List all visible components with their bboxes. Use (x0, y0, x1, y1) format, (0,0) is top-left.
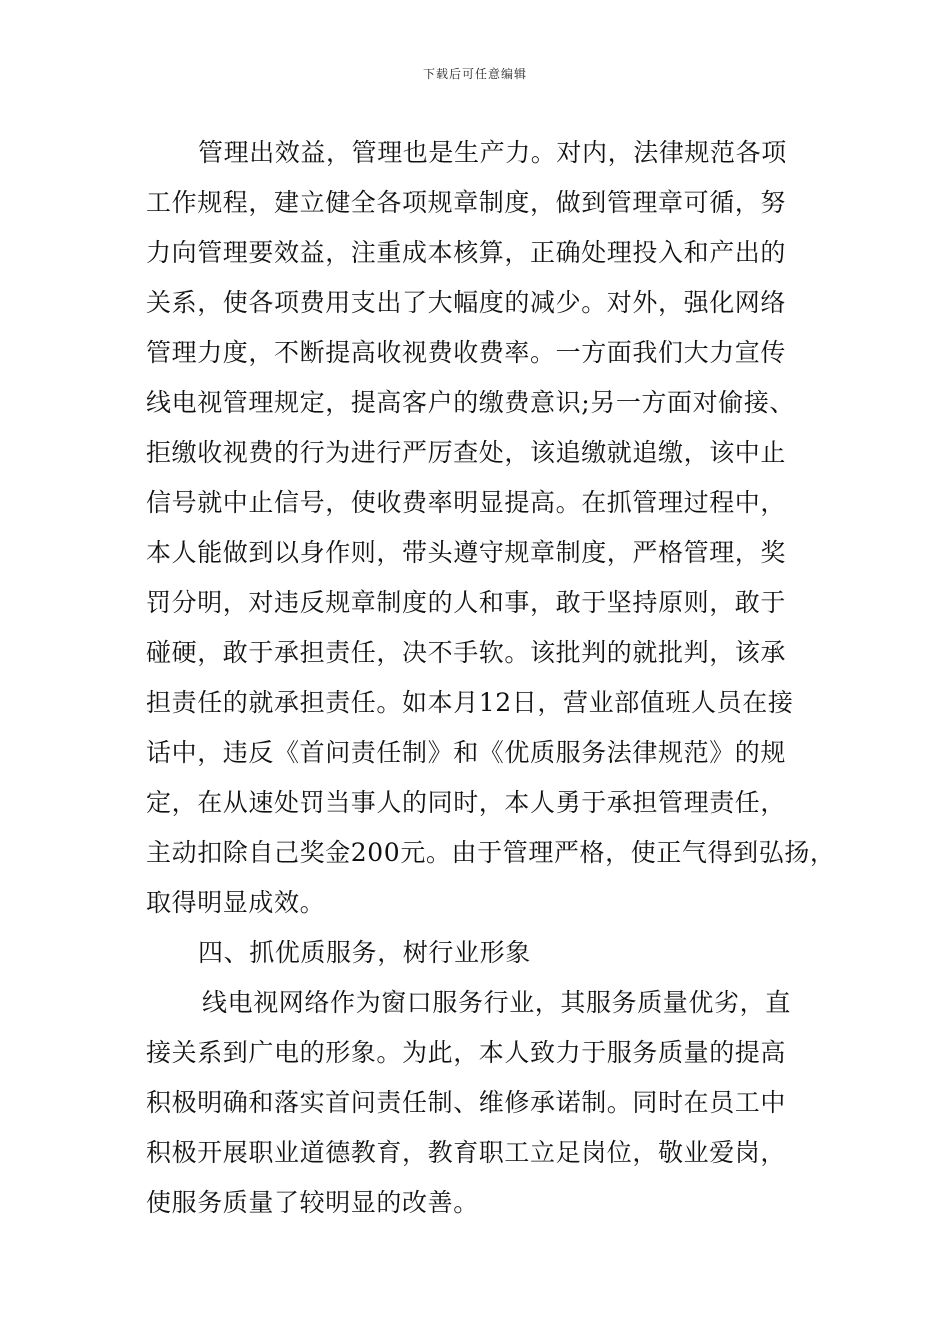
paragraph-line: 拒缴收视费的行为进行严厉查处，该追缴就追缴，该中止 (146, 438, 787, 467)
paragraph-line: 使服务质量了较明显的改善。 (146, 1188, 479, 1217)
paragraph-line: 碰硬，敢于承担责任，决不手软。该批判的就批判，该承 (146, 638, 787, 667)
page-header-note: 下载后可任意编辑 (422, 67, 527, 81)
section-heading: 四、抓优质服务，树行业形象 (198, 938, 531, 967)
paragraph-line: 积极明确和落实首问责任制、维修承诺制。同时在员工中 (146, 1088, 787, 1117)
paragraph-line: 定，在从速处罚当事人的同时，本人勇于承担管理责任， (146, 788, 787, 817)
paragraph-line: 工作规程，建立健全各项规章制度，做到管理章可循，努 (146, 188, 787, 217)
paragraph-line: 话中，违反《首问责任制》和《优质服务法律规范》的规 (146, 738, 787, 767)
paragraph-line: 取得明显成效。 (146, 888, 326, 917)
paragraph-line: 积极开展职业道德教育，教育职工立足岗位，敬业爱岗， (146, 1138, 787, 1167)
paragraph-line: 本人能做到以身作则，带头遵守规章制度，严格管理，奖 (146, 538, 787, 567)
document-body (146, 128, 836, 1228)
paragraph-line: 担责任的就承担责任。如本月12日，营业部值班人员在接 (146, 688, 794, 717)
paragraph-line: 罚分明，对违反规章制度的人和事，敢于坚持原则，敢于 (146, 588, 787, 617)
paragraph-line: 接关系到广电的形象。为此，本人致力于服务质量的提高 (146, 1038, 787, 1067)
paragraph-line: 线电视管理规定，提高客户的缴费意识;另一方面对偷接、 (146, 388, 796, 417)
paragraph-line: 管理力度，不断提高收视费收费率。一方面我们大力宣传 (146, 338, 787, 367)
paragraph-line: 信号就中止信号，使收费率明显提高。在抓管理过程中， (146, 488, 787, 517)
paragraph-line: 主动扣除自己奖金200元。由于管理严格，使正气得到弘扬， (146, 838, 836, 867)
paragraph-line: 力向管理要效益，注重成本核算，正确处理投入和产出的 (146, 238, 787, 267)
paragraph-line: 管理出效益，管理也是生产力。对内，法律规范各项 (198, 138, 787, 167)
paragraph-line: 关系，使各项费用支出了大幅度的减少。对外，强化网络 (146, 288, 787, 317)
paragraph-line: 线电视网络作为窗口服务行业，其服务质量优劣，直 (202, 988, 791, 1017)
